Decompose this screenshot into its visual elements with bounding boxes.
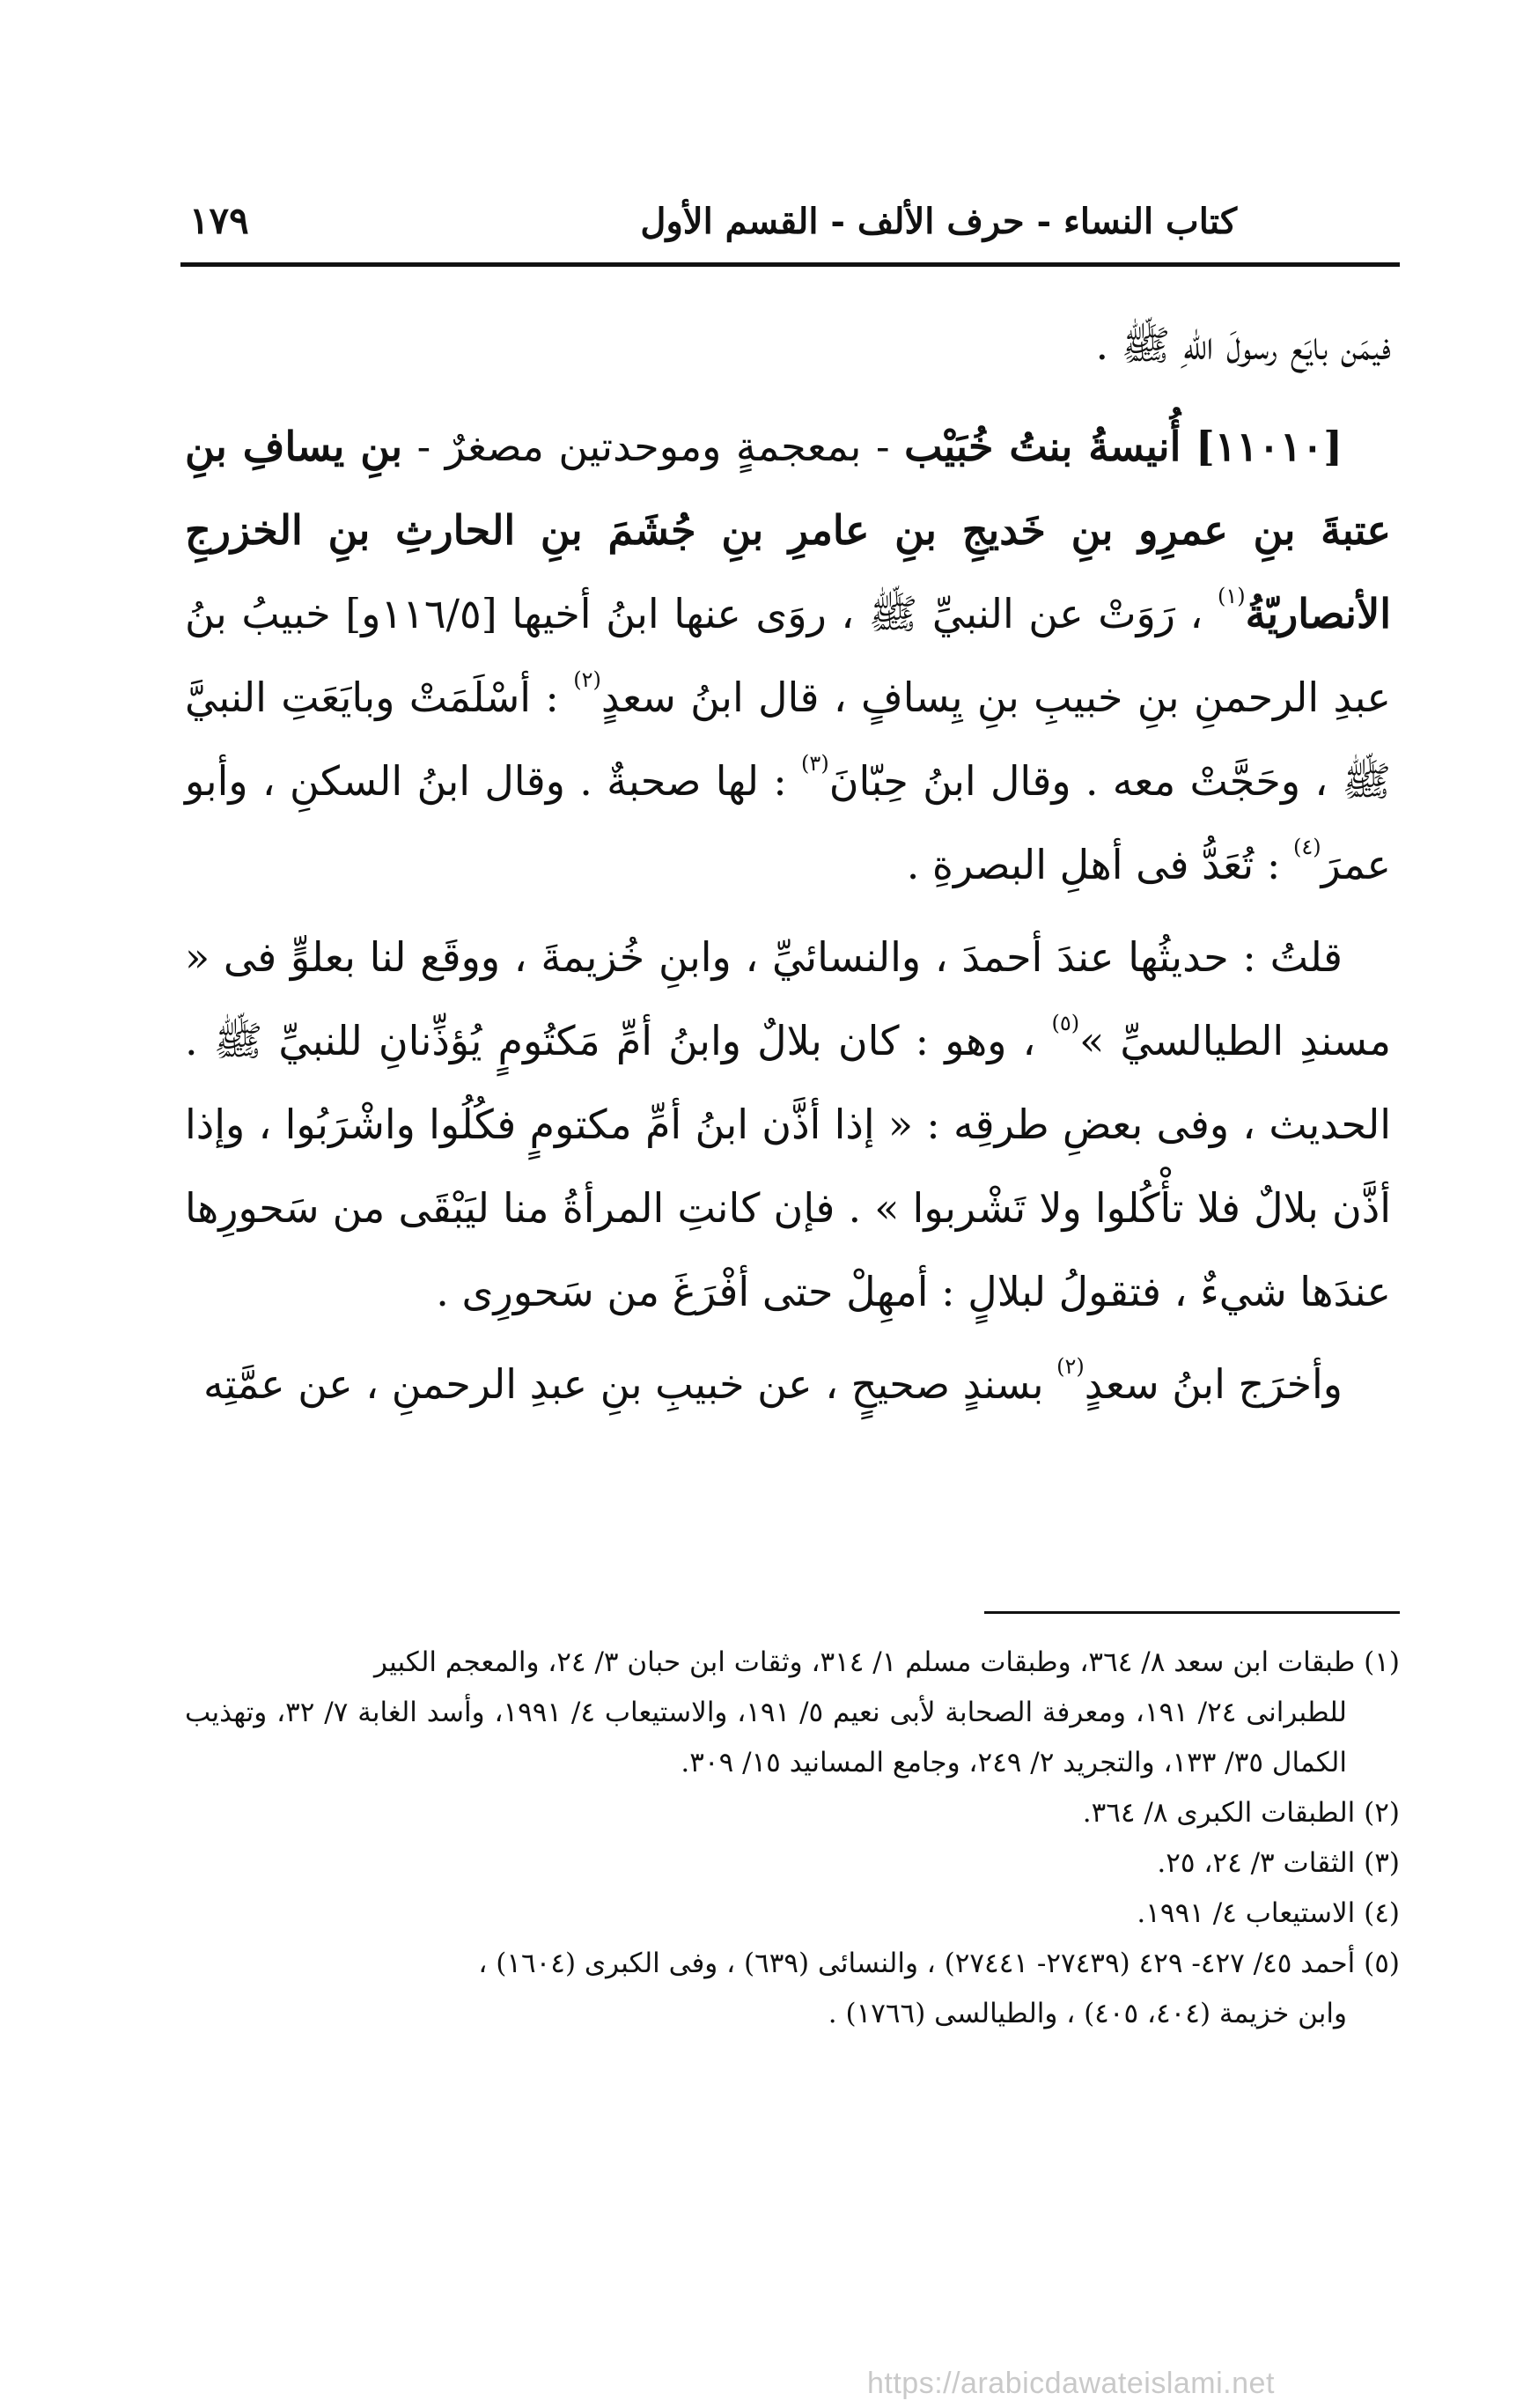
- paragraph-1c: : لها صحبةٌ . وقال ابنُ السكنِ ، وأبو عمرَ: [185, 757, 1391, 888]
- footnotes: [185, 1638, 1400, 2039]
- footnote-1-continued: للطبرانى ٢٤/ ١٩١، ومعرفة الصحابة لأبى نعيم ٥/ ١٩١، والاستيعاب ٤/ ١٩٩١، وأسد الغابة ٧/ ٣٢، وتهذيب الكمال ٣٥/ ١٣٣، والتجريد ٢/ ٢٤٩، وجامع المسانيد ١٥/ ٣٠٩.: [185, 1697, 1347, 1778]
- paragraph-2b: ، وهو : كان بلالٌ وابنُ أمِّ مَكتُومٍ يُؤذِّنانِ للنبيِّ ﷺ . الحديث ، وفى بعضِ طرقِه : « إذا أذَّن ابنُ أمِّ مكتومٍ فكُلُوا واشْرَبُوا ، وإذا أذَّن بلالٌ فلا تأْكُلوا ولا تَشْربوا » . فإن كانتِ المرأةُ منا ليَبْقَى من سَحورِها عندَها شيءٌ ، فتقولُ لبلالٍ : أمهِلْ حتى أفْرَغَ من سَحورِى .: [185, 1017, 1391, 1315]
- entry-paragraph: [185, 405, 1391, 907]
- paragraph-1b: : أسْلَمَتْ وبايَعَتِ النبيَّ ﷺ ، وحَجَّتْ معه . وقال ابنُ حِبّانَ: [185, 674, 1392, 805]
- paragraph-2: [185, 916, 1391, 1334]
- footnote-ref-3: (٣): [801, 751, 829, 776]
- footnote-1: [185, 1638, 1400, 1688]
- text-line-1: فيمَن بايَع رسولَ اللهِ ﷺ .: [1095, 321, 1391, 369]
- paragraph-3a: وأخرَج ابنُ سعدٍ: [1084, 1360, 1343, 1408]
- paragraph-2a: قلتُ : حديثُها عندَ أحمدَ ، والنسائيِّ ، وابنِ خُزيمةَ ، ووقَع لنا بعلوٍّ فى « مسندِ الطيالسيِّ »: [185, 933, 1391, 1064]
- paragraph-3b: بسندٍ صحيحٍ ، عن خبيبِ بنِ عبدِ الرحمنِ ، عن عمَّتِه: [203, 1360, 1044, 1408]
- footnote-3: (٣) الثقات ٣/ ٢٤، ٢٥.: [1157, 1847, 1400, 1879]
- entry-name: أُنيسةُ بنتُ خُبَيْب: [904, 423, 1181, 470]
- page-header: [180, 180, 1395, 242]
- footnote-ref-6: (٢): [1056, 1354, 1085, 1379]
- entry-lineage: بنِ يسافِ بنِ عتبةَ بنِ عمرِو بنِ خَديجِ بنِ عامرِ بنِ جُشَمَ بنِ الحارثِ بنِ الخزرجِ الأنصاريّةُ: [185, 423, 1391, 637]
- entry-name-note: - بمعجمةٍ وموحدتين مصغرٌ -: [402, 423, 890, 470]
- footnote-4: (٤) الاستيعاب ٤/ ١٩٩١.: [1137, 1897, 1400, 1929]
- footnote-ref-1: (١): [1217, 584, 1246, 608]
- header-rule: [180, 262, 1400, 267]
- watermark-url: https://arabicdawateislami.net: [867, 2367, 1275, 2400]
- footnote-ref-2: (٢): [573, 667, 601, 692]
- page-number: ١٧٩: [189, 199, 249, 242]
- running-title: كتاب النساء - حرف الألف - القسم الأول: [640, 201, 1237, 242]
- paragraph-1d: : تُعَدُّ فى أهلِ البصرةِ .: [906, 841, 1281, 888]
- entry-number: [١١٠١٠]: [1195, 423, 1343, 470]
- footnote-ref-5: (٥): [1051, 1011, 1080, 1035]
- footnote-ref-4: (٤): [1292, 835, 1321, 859]
- footnote-2: (٢) الطبقات الكبرى ٨/ ٣٦٤.: [1082, 1797, 1400, 1829]
- main-text: [185, 304, 1391, 1426]
- footnote-1-first: (١) طبقات ابن سعد ٨/ ٣٦٤، وطبقات مسلم ١/ ٣١٤، وثقات ابن حبان ٣/ ٢٤، والمعجم الكبير: [374, 1646, 1400, 1678]
- footnote-5-continued: وابن خزيمة (٤٠٤، ٤٠٥) ، والطيالسى (١٧٦٦) .: [828, 1998, 1347, 2029]
- paragraph-1a: ، رَوَتْ عن النبيِّ ﷺ ، روَى عنها ابنُ أخيها [١١٦/٥و] خبيبُ بنُ عبدِ الرحمنِ بنِ خبيبِ بنِ يِسافٍ ، قال ابنُ سعدٍ: [185, 590, 1391, 721]
- paragraph-3: [185, 1343, 1391, 1426]
- footnote-rule: [984, 1611, 1400, 1614]
- footnote-5: (٥) أحمد ٤٥/ ٤٢٧- ٤٢٩ (٢٧٤٣٩- ٢٧٤٤١) ، والنسائى (٦٣٩) ، وفى الكبرى (١٦٠٤) ،: [478, 1948, 1400, 1979]
